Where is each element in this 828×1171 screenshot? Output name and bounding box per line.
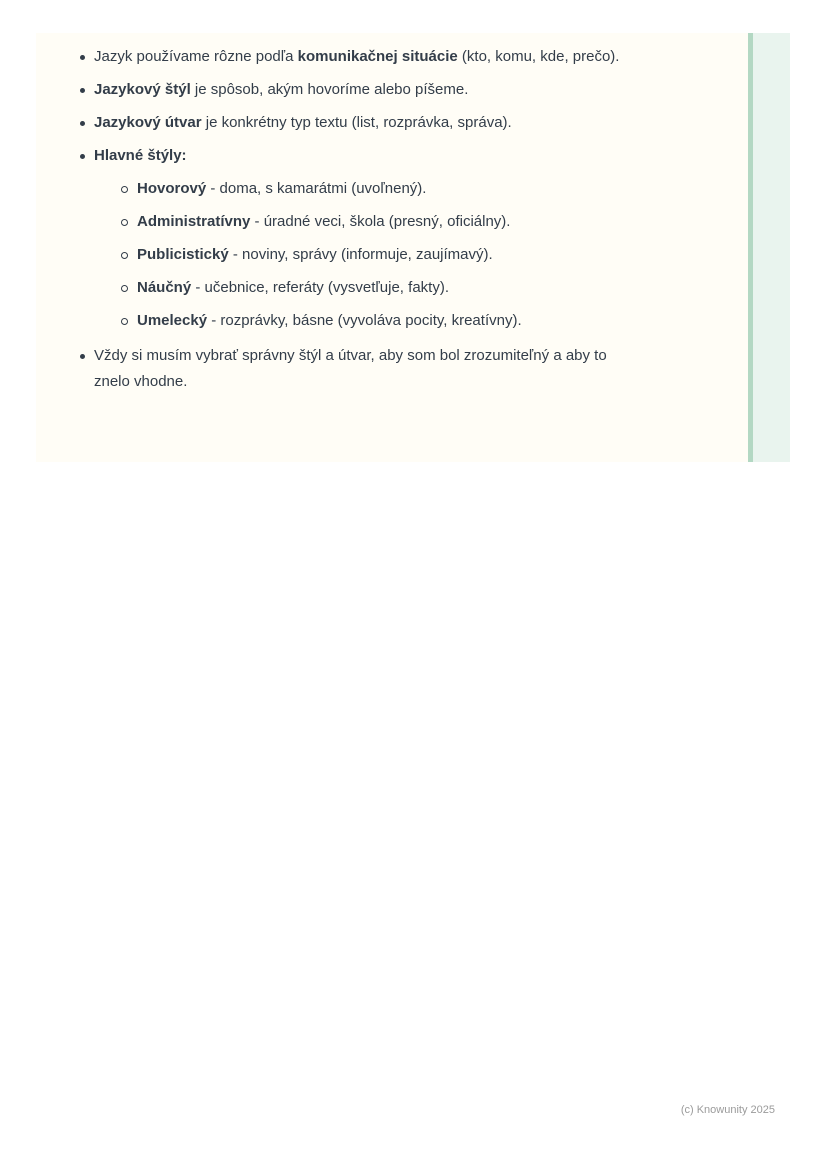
bold-text-segment: Publicistický [137,246,229,263]
bold-text-segment: komunikačnej situácie [297,48,458,65]
sub-list-item [120,308,630,334]
bold-text-segment: Jazykový štýl [94,81,191,98]
bold-text-segment: Umelecký [137,312,208,329]
sub-bullet-list [120,176,630,334]
sub-list-item [120,242,630,268]
text-segment: je spôsob, akým hovoríme alebo píšeme. [190,81,469,98]
sub-list-item [120,209,630,235]
text-segment: - učebnice, referáty (vysvetľuje, fakty). [191,279,449,296]
text-segment: - rozprávky, básne (vyvoláva pocity, kreatívny). [207,312,522,329]
bold-text-segment: Náučný [137,279,192,296]
text-segment: (kto, komu, kde, prečo). [457,48,620,65]
text-segment: - noviny, správy (informuje, zaujímavý). [228,246,493,263]
list-item [78,77,630,103]
text-segment: Vždy si musím vybrať správny štýl a útvar, aby som bol zrozumiteľný a aby to znelo vhodne. [94,347,607,390]
list-item [78,110,630,136]
bold-text-segment: Jazykový útvar [94,114,202,131]
sub-list-item [120,275,630,301]
text-segment: Jazyk používame rôzne podľa [94,48,298,65]
notes-card-content [36,33,748,462]
notes-text-block [78,44,630,395]
list-item [78,143,630,334]
sub-list-item [120,176,630,202]
text-segment: - doma, s kamarátmi (uvoľnený). [206,180,427,197]
list-item [78,44,630,70]
bold-text-segment: Hlavné štýly: [94,147,187,164]
card-accent-strip [748,33,790,462]
bullet-list [78,44,630,395]
list-item [78,343,630,395]
notes-card [36,33,790,462]
bold-text-segment: Hovorový [137,180,207,197]
text-segment: je konkrétny typ textu (list, rozprávka, správa). [201,114,512,131]
copyright-footer: (c) Knowunity 2025 [680,1104,775,1116]
text-segment: - úradné veci, škola (presný, oficiálny). [250,213,511,230]
bold-text-segment: Administratívny [137,213,251,230]
